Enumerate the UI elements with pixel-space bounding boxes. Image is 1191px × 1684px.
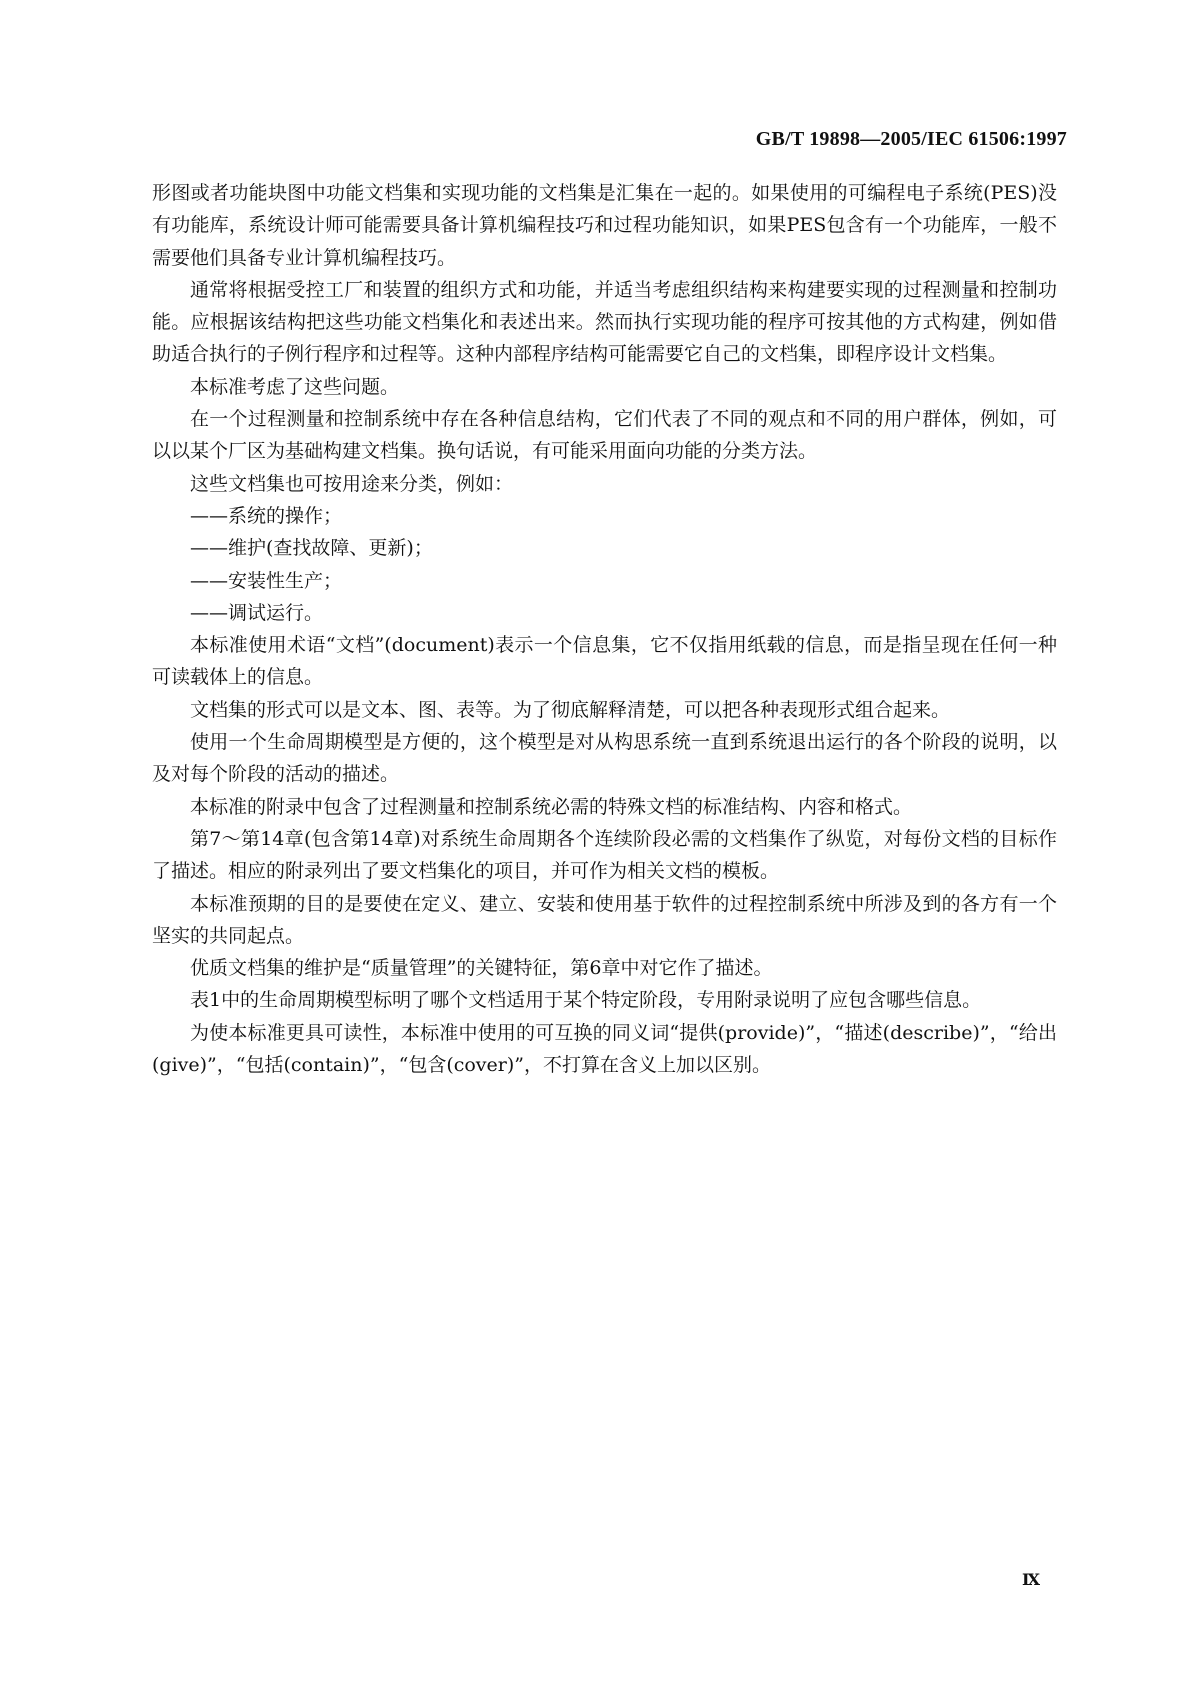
standard-header: GB/T 19898—2005/IEC 61506:1997 xyxy=(755,128,1067,150)
body-text xyxy=(152,177,1057,1081)
paragraph: 使用一个生命周期模型是方便的，这个模型是对从构思系统一直到系统退出运行的各个阶段的说明，以及对每个阶段的活动的描述。 xyxy=(152,731,1057,786)
paragraph: 在一个过程测量和控制系统中存在各种信息结构，它们代表了不同的观点和不同的用户群体，例如，可以以某个厂区为基础构建文档集。换句话说，有可能采用面向功能的分类方法。 xyxy=(152,408,1057,463)
paragraph: 通常将根据受控工厂和装置的组织方式和功能，并适当考虑组织结构来构建要实现的过程测量和控制功能。应根据该结构把这些功能文档集化和表述出来。然而执行实现功能的程序可按其他的方式构建，例如借助适合执行的子例行程序和过程等。这种内部程序结构可能需要它自己的文档集，即程序设计文档集。 xyxy=(152,278,1057,366)
page-number: Ⅸ xyxy=(1021,1572,1040,1589)
list-item: ——维护(查找故障、更新)； xyxy=(190,537,433,560)
paragraph: 表1中的生命周期模型标明了哪个文档适用于某个特定阶段，专用附录说明了应包含哪些信息。 xyxy=(190,989,982,1012)
paragraph: 本标准使用术语“文档”(document)表示一个信息集，它不仅指用纸载的信息，而是指呈现在任何一种可读载体上的信息。 xyxy=(152,634,1057,689)
paragraph: 优质文档集的维护是“质量管理”的关键特征，第6章中对它作了描述。 xyxy=(190,957,773,980)
paragraph: 第7～第14章(包含第14章)对系统生命周期各个连续阶段必需的文档集作了纵览，对每份文档的目标作了描述。相应的附录列出了要文档集化的项目，并可作为相关文档的模板。 xyxy=(152,827,1057,883)
paragraph: 本标准的附录中包含了过程测量和控制系统必需的特殊文档的标准结构、内容和格式。 xyxy=(190,795,913,818)
list-item: ——系统的操作； xyxy=(190,504,343,527)
paragraph: 为使本标准更具可读性，本标准中使用的可互换的同义词“提供(provide)”，“描述(describe)”，“给出(give)”，“包括(contain)”，“包含(cover)”，不打算在含义上加以区别。 xyxy=(152,1021,1057,1077)
paragraph: 文档集的形式可以是文本、图、表等。为了彻底解释清楚，可以把各种表现形式组合起来。 xyxy=(190,698,951,721)
paragraph: 形图或者功能块图中功能文档集和实现功能的文档集是汇集在一起的。如果使用的可编程电子系统(PES)没有功能库，系统设计师可能需要具备计算机编程技巧和过程功能知识，如果PES包含有一个功能库，一般不需要他们具备专业计算机编程技巧。 xyxy=(152,182,1057,269)
paragraph: 本标准预期的目的是要使在定义、建立、安装和使用基于软件的过程控制系统中所涉及到的各方有一个坚实的共同起点。 xyxy=(152,892,1057,947)
paragraph: 这些文档集也可按用途来分类，例如： xyxy=(190,472,514,495)
paragraph: 本标准考虑了这些问题。 xyxy=(190,375,400,398)
list-item: ——调试运行。 xyxy=(190,601,324,624)
list-item: ——安装性生产； xyxy=(190,569,343,592)
